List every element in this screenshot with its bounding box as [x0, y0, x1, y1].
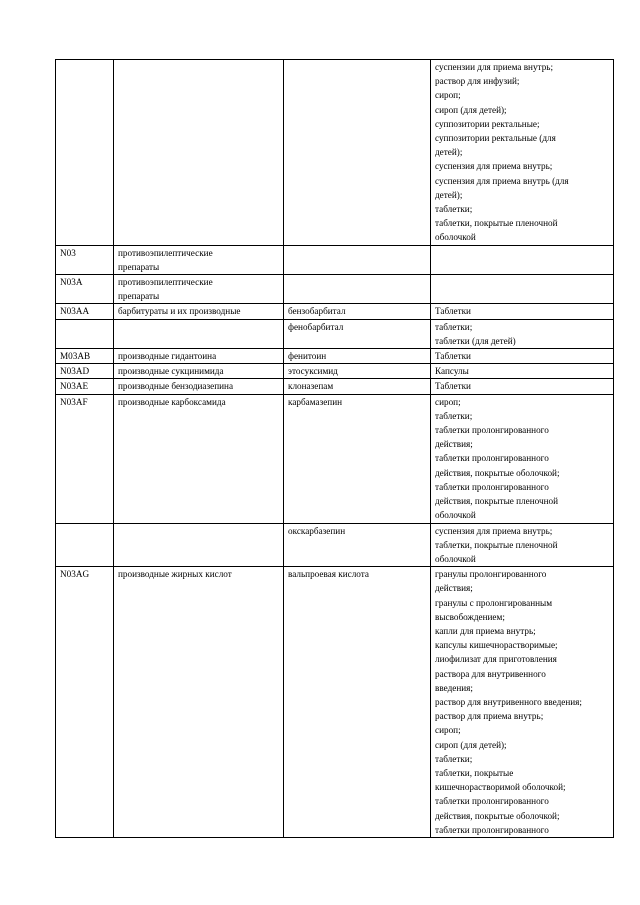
table-row: [56, 394, 614, 523]
dosage-form-line: оболочкой: [435, 553, 476, 564]
dosage-form-line: сироп (для детей);: [435, 104, 507, 115]
dosage-form-line: оболочкой: [435, 232, 476, 243]
substance-cell: [284, 304, 431, 319]
atc-code-cell: [56, 275, 114, 304]
group-name-line: производные жирных кислот: [118, 569, 232, 580]
dosage-form-line: Таблетки: [435, 381, 471, 392]
dosage-form-line: суспензии для приема внутрь;: [435, 62, 554, 72]
anatomical-group-cell: [114, 319, 284, 348]
dosage-forms-cell: [431, 275, 614, 304]
atc-code-cell: [56, 304, 114, 319]
dosage-form-line: Капсулы: [435, 366, 469, 377]
dosage-forms-cell: [431, 304, 614, 319]
anatomical-group-cell: [114, 60, 284, 246]
substance-cell: [284, 394, 431, 523]
dosage-forms-cell: [431, 379, 614, 394]
atc-code: N03AA: [60, 306, 90, 317]
dosage-form-line: высвобождением;: [435, 611, 505, 622]
substance-cell: [284, 364, 431, 379]
dosage-form-line: детей);: [435, 189, 463, 200]
anatomical-group-cell: [114, 567, 284, 838]
dosage-forms-cell: [431, 364, 614, 379]
group-name-line: производные бензодиазепина: [118, 381, 234, 392]
anatomical-group-cell: [114, 523, 284, 567]
dosage-form-line: гранулы пролонгированного: [435, 569, 547, 580]
substance-cell: [284, 245, 431, 274]
dosage-form-line: суспензия для приема внутрь (для: [435, 175, 569, 186]
dosage-form-line: раствор для инфузий;: [435, 76, 520, 87]
atc-code: N03: [60, 247, 76, 258]
dosage-form-line: капли для приема внутрь;: [435, 625, 536, 636]
dosage-form-line: таблетки, покрытые: [435, 767, 514, 778]
anatomical-group-cell: [114, 379, 284, 394]
dosage-form-line: сироп (для детей);: [435, 739, 507, 750]
substance-cell: [284, 567, 431, 838]
anatomical-group-cell: [114, 349, 284, 364]
dosage-form-line: таблетки пролонгированного: [435, 481, 549, 492]
dosage-form-line: оболочкой: [435, 510, 476, 521]
atc-code-cell: [56, 379, 114, 394]
substance-name-line: фенитоин: [288, 351, 327, 362]
atc-code: M03AB: [60, 351, 91, 362]
group-name-line: препараты: [118, 261, 160, 272]
dosage-forms-cell: [431, 394, 614, 523]
dosage-form-line: кишечнорастворимой оболочкой;: [435, 782, 566, 793]
atc-code-cell: [56, 349, 114, 364]
group-name-line: барбитураты и их производные: [118, 306, 241, 317]
dosage-form-line: сироп;: [435, 725, 461, 736]
dosage-form-line: суспензия для приема внутрь;: [435, 525, 553, 536]
dosage-form-line: Таблетки: [435, 306, 471, 317]
dosage-forms-cell: [431, 60, 614, 246]
atc-code: N03AG: [60, 569, 90, 580]
drug-table: [55, 59, 614, 838]
dosage-forms-cell: [431, 567, 614, 838]
dosage-form-line: таблетки пролонгированного: [435, 796, 549, 807]
substance-cell: [284, 379, 431, 394]
group-name-line: производные гидантоина: [118, 351, 217, 362]
substance-cell: [284, 523, 431, 567]
dosage-form-line: детей);: [435, 147, 463, 158]
dosage-form-line: введения;: [435, 682, 473, 693]
table-row: [56, 523, 614, 567]
table-row: [56, 349, 614, 364]
dosage-form-line: действия, покрытые оболочкой;: [435, 467, 560, 478]
dosage-forms-cell: [431, 319, 614, 348]
group-name-line: препараты: [118, 291, 160, 302]
dosage-form-line: суппозитории ректальные;: [435, 118, 540, 129]
dosage-form-line: сироп;: [435, 90, 461, 101]
table-row: [56, 567, 614, 838]
substance-cell: [284, 349, 431, 364]
atc-code-cell: [56, 567, 114, 838]
atc-code-cell: [56, 523, 114, 567]
atc-code-cell: [56, 394, 114, 523]
atc-code-cell: [56, 245, 114, 274]
dosage-form-line: действия, покрытые пленочной: [435, 496, 559, 507]
substance-name-line: этосуксимид: [288, 366, 338, 377]
group-name-line: производные сукцинимида: [118, 366, 224, 377]
dosage-form-line: суппозитории ректальные (для: [435, 133, 556, 144]
atc-code: N03A: [60, 277, 83, 288]
table-row: [56, 245, 614, 274]
anatomical-group-cell: [114, 394, 284, 523]
dosage-form-line: гранулы с пролонгированным: [435, 597, 553, 608]
atc-code: N03AD: [60, 366, 90, 377]
dosage-form-line: таблетки (для детей): [435, 335, 516, 346]
group-name-line: противоэпилептические: [118, 247, 213, 258]
dosage-form-line: суспензия для приема внутрь;: [435, 161, 553, 172]
group-name-line: производные карбоксамида: [118, 396, 226, 407]
anatomical-group-cell: [114, 245, 284, 274]
anatomical-group-cell: [114, 364, 284, 379]
dosage-form-line: таблетки пролонгированного: [435, 453, 549, 464]
dosage-form-line: таблетки пролонгированного: [435, 425, 549, 436]
dosage-form-line: лиофилизат для приготовления: [435, 654, 557, 665]
substance-name-line: карбамазепин: [288, 396, 343, 407]
dosage-form-line: действия;: [435, 439, 473, 450]
dosage-form-line: таблетки, покрытые пленочной: [435, 539, 558, 550]
dosage-form-line: таблетки пролонгированного: [435, 824, 549, 835]
substance-name-line: окскарбазепин: [288, 525, 346, 536]
dosage-form-line: капсулы кишечнорастворимые;: [435, 640, 558, 651]
anatomical-group-cell: [114, 304, 284, 319]
dosage-form-line: таблетки;: [435, 321, 473, 332]
substance-name-line: бензобарбитал: [288, 306, 346, 317]
table-row: [56, 304, 614, 319]
dosage-form-line: Таблетки: [435, 351, 471, 362]
substance-name-line: вальпроевая кислота: [288, 569, 369, 580]
atc-code-cell: [56, 60, 114, 246]
dosage-form-line: действия, покрытые оболочкой;: [435, 810, 560, 821]
table-row: [56, 319, 614, 348]
atc-code: N03AE: [60, 381, 89, 392]
dosage-form-line: таблетки, покрытые пленочной: [435, 218, 558, 229]
table-row: [56, 379, 614, 394]
dosage-form-line: действия;: [435, 583, 473, 594]
substance-cell: [284, 60, 431, 246]
atc-code-cell: [56, 364, 114, 379]
dosage-form-line: раствор для приема внутрь;: [435, 711, 544, 722]
substance-name-line: фенобарбитал: [288, 321, 344, 332]
anatomical-group-cell: [114, 275, 284, 304]
dosage-form-line: раствор для внутривенного введения;: [435, 696, 582, 707]
dosage-forms-cell: [431, 245, 614, 274]
dosage-form-line: таблетки;: [435, 410, 473, 421]
table-row: [56, 364, 614, 379]
table-row: [56, 60, 614, 246]
dosage-forms-cell: [431, 349, 614, 364]
dosage-form-line: раствора для внутривенного: [435, 668, 546, 679]
atc-code-cell: [56, 319, 114, 348]
substance-cell: [284, 319, 431, 348]
table-row: [56, 275, 614, 304]
atc-code: N03AF: [60, 396, 88, 407]
dosage-forms-cell: [431, 523, 614, 567]
substance-cell: [284, 275, 431, 304]
substance-name-line: клоназепам: [288, 381, 334, 392]
dosage-form-line: таблетки;: [435, 204, 473, 215]
dosage-form-line: сироп;: [435, 396, 461, 407]
drug-table-body: [56, 60, 614, 838]
group-name-line: противоэпилептические: [118, 277, 213, 288]
dosage-form-line: таблетки;: [435, 753, 473, 764]
